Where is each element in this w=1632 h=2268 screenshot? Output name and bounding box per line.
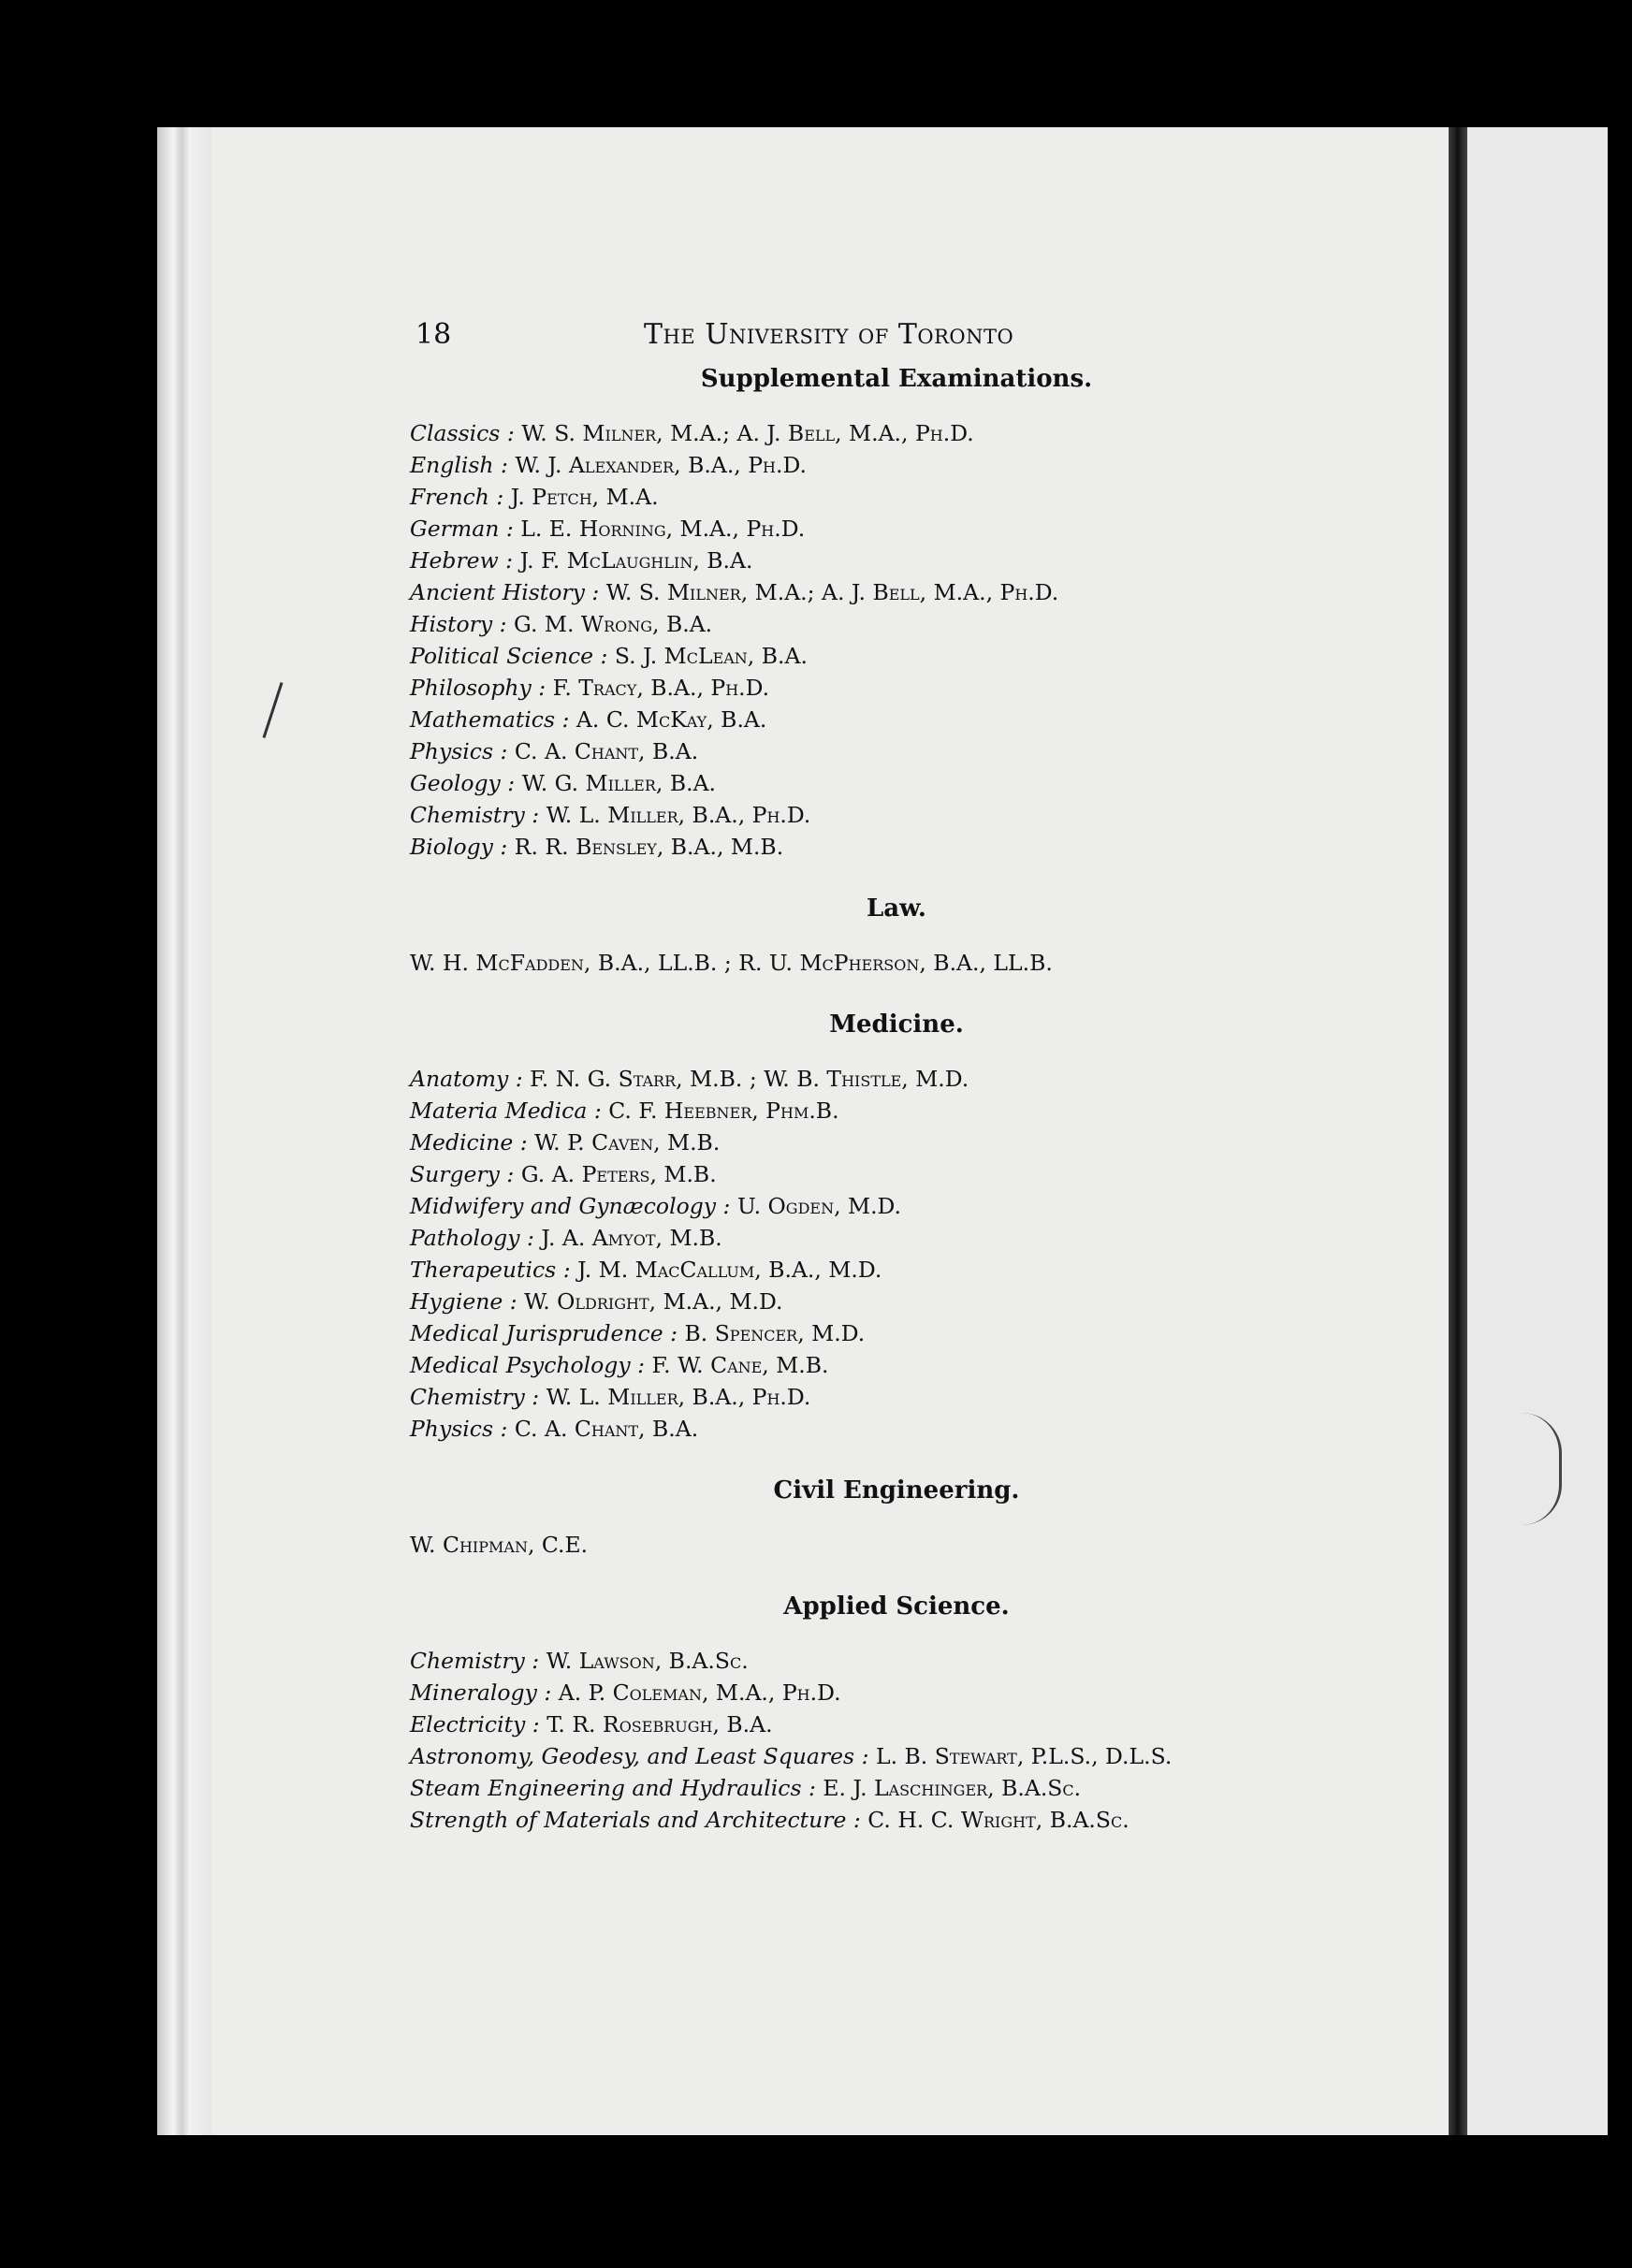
supplemental-list (410, 417, 1346, 863)
list-item (410, 545, 1346, 576)
subject: Hebrew : (410, 547, 514, 574)
examiner: W. P. Caven, M.B. (534, 1129, 721, 1156)
subject: Surgery : (410, 1161, 515, 1187)
subject: Chemistry : (410, 1384, 540, 1410)
examiner: W. Oldright, M.A., M.D. (524, 1288, 783, 1315)
subject: History : (410, 611, 507, 637)
page-number: 18 (415, 318, 452, 351)
list-item (410, 1772, 1346, 1804)
section-heading-medicine: Medicine. (829, 1010, 964, 1039)
list-item (410, 417, 1346, 449)
list-item (410, 1804, 1346, 1836)
list-item (410, 1127, 1346, 1158)
subject: Medical Psychology : (410, 1352, 646, 1378)
examiner: T. R. Rosebrugh, B.A. (546, 1711, 773, 1737)
list-item (410, 1740, 1346, 1772)
examiner: U. Ogden, M.D. (736, 1193, 902, 1219)
examiner: W. J. Alexander, B.A., Ph.D. (515, 452, 807, 478)
applied-science-list (410, 1645, 1346, 1836)
examiner: E. J. Laschinger, B.A.Sc. (823, 1775, 1082, 1801)
running-title: The University of Toronto (644, 318, 1014, 351)
list-item (410, 1413, 1346, 1445)
list-item (410, 1317, 1346, 1349)
section-heading-civil-engineering: Civil Engineering. (773, 1476, 1020, 1505)
list-item (410, 1708, 1346, 1740)
section-heading-applied-science: Applied Science. (783, 1592, 1010, 1621)
list-item (410, 640, 1346, 672)
list-item (410, 576, 1346, 608)
examiner: G. M. Wrong, B.A. (514, 611, 713, 637)
section-heading-supplemental: Supplemental Examinations. (700, 365, 1093, 393)
subject: English : (410, 452, 508, 478)
list-item (410, 1254, 1346, 1286)
subject: Anatomy : (410, 1066, 523, 1092)
list-item (410, 1529, 1346, 1561)
examiner: A. P. Coleman, M.A., Ph.D. (558, 1679, 841, 1706)
page-edge-left (157, 127, 211, 2135)
examiner: J. F. McLaughlin, B.A. (519, 547, 753, 574)
subject: Chemistry : (410, 1648, 540, 1674)
examiner: F. Tracy, B.A., Ph.D. (552, 675, 770, 701)
examiner: F. W. Cane, M.B. (651, 1352, 829, 1378)
book-spine (1449, 127, 1467, 2135)
section-heading-law: Law. (867, 894, 926, 923)
examiner: S. J. McLean, B.A. (614, 643, 808, 669)
list-item (410, 735, 1346, 767)
list-item (410, 1645, 1346, 1677)
list-item (410, 1190, 1346, 1222)
page-content (410, 318, 1346, 1836)
subject: Steam Engineering and Hydraulics : (410, 1775, 816, 1801)
list-item (410, 1349, 1346, 1381)
subject: Materia Medica : (410, 1098, 602, 1124)
subject: Mathematics : (410, 706, 570, 733)
list-item (410, 1677, 1346, 1708)
examiner: C. A. Chant, B.A. (514, 738, 699, 764)
medicine-list (410, 1063, 1346, 1445)
list-item (410, 1381, 1346, 1413)
subject: Ancient History : (410, 579, 600, 605)
list-item (410, 608, 1346, 640)
examiner: C. H. C. Wright, B.A.Sc. (867, 1807, 1129, 1833)
list-item (410, 1158, 1346, 1190)
law-list (410, 947, 1346, 979)
list-item (410, 799, 1346, 831)
subject: Midwifery and Gynæcology : (410, 1193, 731, 1219)
examiner: W. Lawson, B.A.Sc. (546, 1648, 749, 1674)
civil-engineering-list (410, 1529, 1346, 1561)
subject: Pathology : (410, 1225, 534, 1251)
subject: Philosophy : (410, 675, 546, 701)
examiner: R. R. Bensley, B.A., M.B. (514, 834, 784, 860)
facing-page-edge (1467, 127, 1608, 2135)
examiner: W. S. Milner, M.A.; A. J. Bell, M.A., Ph.D. (521, 420, 974, 446)
examiner: C. F. Heebner, Phm.B. (608, 1098, 839, 1124)
examiner: W. L. Miller, B.A., Ph.D. (546, 802, 811, 828)
subject: Classics : (410, 420, 515, 446)
subject: German : (410, 516, 514, 542)
list-item (410, 513, 1346, 545)
examiner: W. H. McFadden, B.A., LL.B. ; R. U. McPherson, B.A., LL.B. (410, 950, 1053, 976)
examiner: A. C. McKay, B.A. (576, 706, 767, 733)
subject: Geology : (410, 770, 516, 796)
subject: Mineralogy : (410, 1679, 552, 1706)
examiner: G. A. Peters, M.B. (520, 1161, 717, 1187)
subject: Political Science : (410, 643, 608, 669)
subject: Astronomy, Geodesy, and Least Squares : (410, 1743, 869, 1769)
subject: Physics : (410, 738, 508, 764)
list-item (410, 704, 1346, 735)
list-item (410, 481, 1346, 513)
subject: Physics : (410, 1416, 508, 1442)
examiner: W. S. Milner, M.A.; A. J. Bell, M.A., Ph.D. (605, 579, 1059, 605)
list-item (410, 1095, 1346, 1127)
examiner: W. L. Miller, B.A., Ph.D. (546, 1384, 811, 1410)
subject: Therapeutics : (410, 1257, 571, 1283)
examiner: J. Petch, M.A. (510, 484, 659, 510)
examiner: B. Spencer, M.D. (684, 1320, 866, 1346)
subject: French : (410, 484, 504, 510)
examiner: J. M. MacCallum, B.A., M.D. (577, 1257, 882, 1283)
list-item (410, 1222, 1346, 1254)
examiner: J. A. Amyot, M.B. (541, 1225, 722, 1251)
examiner: C. A. Chant, B.A. (514, 1416, 699, 1442)
examiner: W. Chipman, C.E. (410, 1532, 589, 1558)
list-item (410, 449, 1346, 481)
list-item (410, 672, 1346, 704)
list-item (410, 1063, 1346, 1095)
subject: Medicine : (410, 1129, 528, 1156)
list-item (410, 831, 1346, 863)
subject: Medical Jurisprudence : (410, 1320, 678, 1346)
subject: Strength of Materials and Architecture : (410, 1807, 861, 1833)
subject: Electricity : (410, 1711, 540, 1737)
subject: Hygiene : (410, 1288, 517, 1315)
list-item (410, 767, 1346, 799)
examiner: L. E. Horning, M.A., Ph.D. (520, 516, 806, 542)
examiner: W. G. Miller, B.A. (521, 770, 717, 796)
examiner: F. N. G. Starr, M.B. ; W. B. Thistle, M.D. (530, 1066, 969, 1092)
subject: Chemistry : (410, 802, 540, 828)
list-item (410, 947, 1346, 979)
subject: Biology : (410, 834, 508, 860)
examiner: L. B. Stewart, P.L.S., D.L.S. (875, 1743, 1173, 1769)
list-item (410, 1286, 1346, 1317)
page-header (410, 318, 1346, 365)
